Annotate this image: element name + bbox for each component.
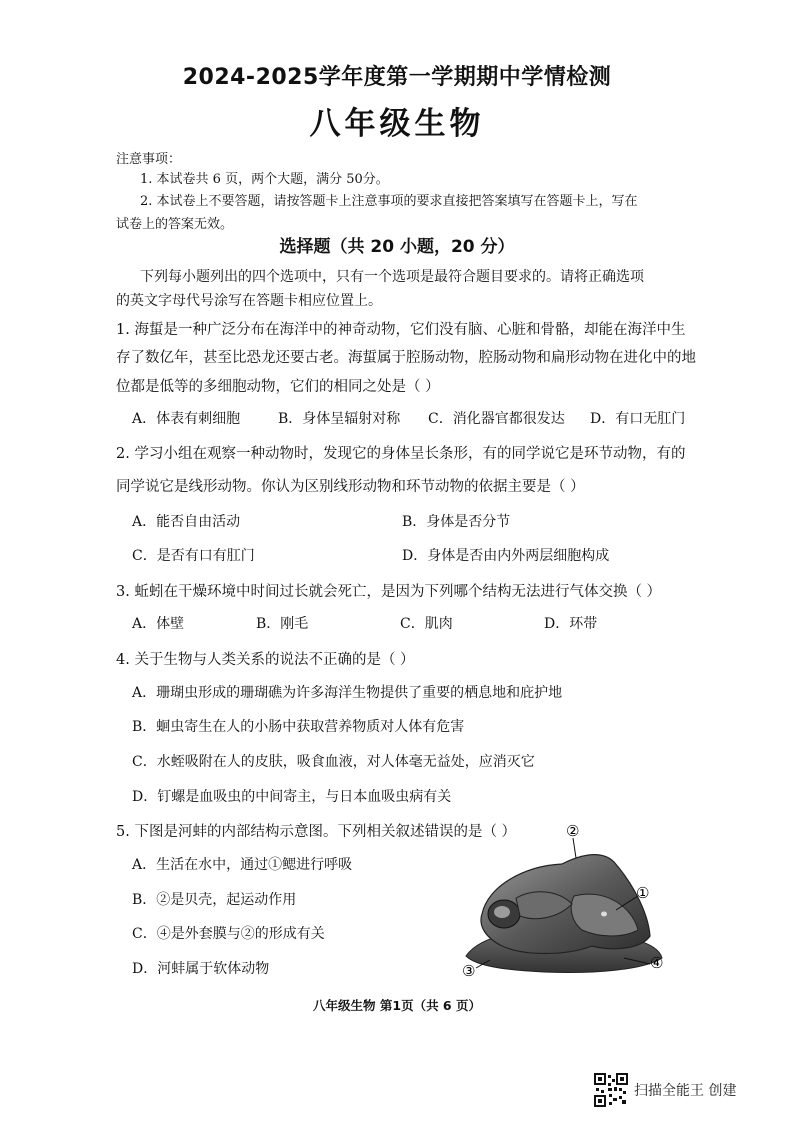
- question-1-text: 存了数亿年，甚至比恐龙还要古老。海蜇属于腔肠动物，腔肠动物和扁形动物在进化中的地: [116, 350, 696, 366]
- question-4-option-d: D．钉螺是血吸虫的中间寄主，与日本血吸虫病有关: [132, 789, 452, 805]
- question-3-text: 3. 蚯蚓在干燥环境中时间过长就会死亡，是因为下列哪个结构无法进行气体交换（ ）: [116, 584, 662, 600]
- question-3-option-d: D．环带: [544, 616, 598, 632]
- foot-highlight: [494, 906, 510, 918]
- question-3-option-c: C．肌肉: [400, 616, 453, 632]
- notes-heading: 注意事项：: [116, 152, 182, 167]
- question-5-option-c: C．④是外套膜与②的形成有关: [132, 926, 325, 942]
- note-line: 2. 本试卷上不要答题，请按答题卡上注意事项的要求直接把答案填写在答题卡上，写在: [140, 194, 638, 209]
- figure-label-4: ④: [650, 954, 664, 972]
- question-3-option-b: B．刚毛: [256, 616, 309, 632]
- note-line: 试卷上的答案无效。: [116, 217, 234, 232]
- subject-title: 八年级生物: [309, 106, 485, 142]
- figure-label-1: ①: [636, 884, 650, 902]
- question-2-text: 2. 学习小组在观察一种动物时，发现它的身体呈长条形，有的同学说它是环节动物，有的: [116, 446, 686, 462]
- question-4-option-c: C．水蛭吸附在人的皮肤，吸食血液，对人体毫无益处，应消灭它: [132, 754, 535, 770]
- question-1-option-b: B．身体呈辐射对称: [278, 411, 401, 427]
- note-line: 1. 本试卷共 6 页，两个大题，满分 50分。: [140, 172, 389, 187]
- question-3-option-a: A．体壁: [132, 616, 185, 632]
- leader-line-2: [573, 838, 576, 858]
- page-footer: 八年级生物 第1页（共 6 页）: [313, 998, 481, 1013]
- question-5-option-b: B．②是贝壳，起运动作用: [132, 892, 297, 908]
- question-1-option-a: A．体表有刺细胞: [132, 411, 241, 427]
- question-1-option-c: C．消化器官都很发达: [428, 411, 565, 427]
- question-5-option-a: A．生活在水中，通过①鳃进行呼吸: [132, 857, 353, 873]
- question-4-option-a: A．珊瑚虫形成的珊瑚礁为许多海洋生物提供了重要的栖息地和庇护地: [132, 685, 563, 701]
- question-2-option-a: A．能否自由活动: [132, 514, 241, 530]
- question-4-option-b: B．蛔虫寄生在人的小肠中获取营养物质对人体有危害: [132, 719, 465, 735]
- question-1-option-d: D．有口无肛门: [590, 411, 686, 427]
- scanner-watermark: [594, 1073, 736, 1107]
- mussel-diagram: [454, 818, 686, 988]
- question-5-option-d: D．河蚌属于软体动物: [132, 961, 270, 977]
- exam-title: 2024-2025学年度第一学期期中学情检测: [182, 65, 612, 90]
- figure-label-3: ③: [462, 962, 476, 980]
- qr-code-icon: [594, 1073, 628, 1107]
- section-intro: 的英文字母代号涂写在答题卡相应位置上。: [116, 293, 382, 309]
- question-2-option-c: C．是否有口有肛门: [132, 548, 255, 564]
- question-1-text: 1. 海蜇是一种广泛分布在海洋中的神奇动物，它们没有脑、心脏和骨骼，却能在海洋中生: [116, 322, 686, 338]
- question-2-option-b: B．身体是否分节: [402, 514, 511, 530]
- gill-spot: [601, 912, 607, 917]
- question-5-text: 5. 下图是河蚌的内部结构示意图。下列相关叙述错误的是（ ）: [116, 824, 517, 840]
- section-heading: 选择题（共 20 小题，20 分）: [279, 237, 515, 257]
- question-2-text: 同学说它是线形动物。你认为区别线形动物和环节动物的依据主要是（ ）: [116, 479, 585, 495]
- scanner-watermark-text: 扫描全能王 创建: [634, 1083, 737, 1099]
- figure-label-2: ②: [566, 822, 580, 840]
- question-4-text: 4. 关于生物与人类关系的说法不正确的是（ ）: [116, 652, 415, 668]
- section-intro: 下列每小题列出的四个选项中，只有一个选项是最符合题目要求的。请将正确选项: [140, 269, 644, 285]
- question-2-option-d: D．身体是否由内外两层细胞构成: [402, 548, 610, 564]
- question-1-text: 位都是低等的多细胞动物，它们的相同之处是（ ）: [116, 379, 440, 395]
